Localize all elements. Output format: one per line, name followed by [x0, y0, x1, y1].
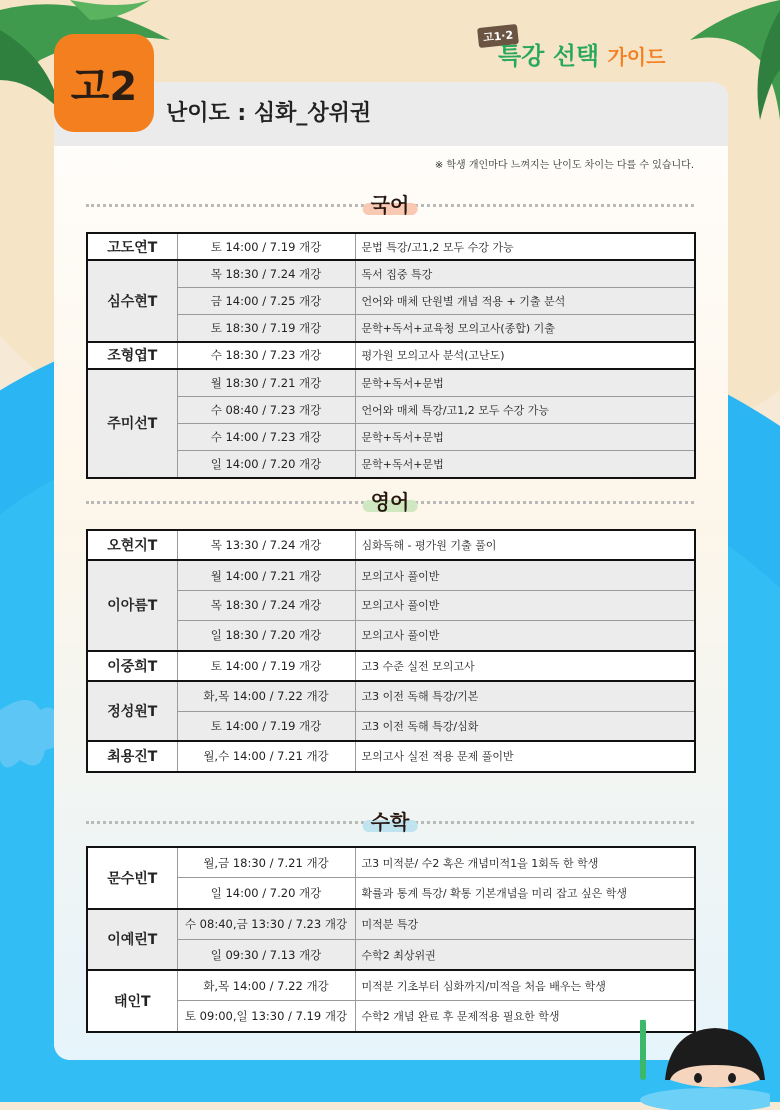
class-description: 평가원 모의고사 분석(고난도) [355, 342, 695, 369]
class-description: 고3 수준 실전 모의고사 [355, 651, 695, 681]
table-row [87, 741, 695, 771]
swimming-kid-icon [640, 1020, 770, 1110]
class-time: 토 14:00 / 7.19 개강 [177, 651, 355, 681]
section-header [86, 812, 694, 832]
table-row [87, 369, 695, 396]
class-description: 모의고사 풀이반 [355, 621, 695, 651]
teacher-name: 이아름T [87, 560, 177, 651]
class-description: 수학2 최상위권 [355, 939, 695, 970]
schedule-table [86, 529, 696, 773]
table-row [87, 651, 695, 681]
teacher-name: 태인T [87, 970, 177, 1032]
table-row [87, 909, 695, 940]
guide-title-main: 특강 선택 [498, 42, 600, 70]
section-header [86, 195, 694, 215]
table-row [87, 315, 695, 342]
teacher-name: 심수현T [87, 260, 177, 342]
class-time: 수 14:00 / 7.23 개강 [177, 423, 355, 450]
grade-badge: 고2 [54, 34, 154, 132]
class-description: 언어와 매체 단원별 개념 적용 + 기출 분석 [355, 287, 695, 314]
class-time: 목 18:30 / 7.24 개강 [177, 590, 355, 620]
section-header [86, 492, 694, 512]
teacher-name: 조형엽T [87, 342, 177, 369]
guide-title-text [498, 36, 665, 71]
class-time: 일 14:00 / 7.20 개강 [177, 451, 355, 478]
schedule-table [86, 846, 696, 1033]
table-row [87, 878, 695, 909]
class-description: 모의고사 풀이반 [355, 590, 695, 620]
class-description: 수학2 개념 완료 후 문제적용 필요한 학생 [355, 1001, 695, 1032]
class-description: 언어와 매체 특강/고1,2 모두 수강 가능 [355, 396, 695, 423]
class-description: 미적분 기초부터 심화까지/미적을 처음 배우는 학생 [355, 970, 695, 1001]
teacher-name: 주미선T [87, 369, 177, 478]
class-time: 목 18:30 / 7.24 개강 [177, 260, 355, 287]
table-row [87, 423, 695, 450]
guide-title [470, 20, 720, 80]
class-time: 토 14:00 / 7.19 개강 [177, 233, 355, 260]
class-time: 일 14:00 / 7.20 개강 [177, 878, 355, 909]
table-row [87, 560, 695, 590]
table-row [87, 970, 695, 1001]
class-description: 문학+독서+문법 [355, 369, 695, 396]
table-row [87, 681, 695, 711]
class-time: 수 18:30 / 7.23 개강 [177, 342, 355, 369]
section-title: 국어 [361, 189, 420, 218]
class-description: 문학+독서+문법 [355, 423, 695, 450]
class-time: 수 08:40,금 13:30 / 7.23 개강 [177, 909, 355, 940]
class-time: 토 09:00,일 13:30 / 7.19 개강 [177, 1001, 355, 1032]
teacher-name: 문수빈T [87, 847, 177, 909]
table-row [87, 342, 695, 369]
teacher-name: 정성원T [87, 681, 177, 741]
class-description: 모의고사 풀이반 [355, 560, 695, 590]
class-time: 토 14:00 / 7.19 개강 [177, 711, 355, 741]
table-row [87, 621, 695, 651]
table-row [87, 530, 695, 560]
table-row [87, 711, 695, 741]
table-row [87, 939, 695, 970]
guide-title-accent: 가이드 [607, 45, 666, 69]
class-time: 월,수 14:00 / 7.21 개강 [177, 741, 355, 771]
class-time: 목 13:30 / 7.24 개강 [177, 530, 355, 560]
teacher-name: 이예린T [87, 909, 177, 971]
card-header [54, 82, 728, 146]
teacher-name: 오현지T [87, 530, 177, 560]
class-description: 문학+독서+문법 [355, 451, 695, 478]
section-title: 영어 [361, 486, 420, 515]
table-row [87, 287, 695, 314]
teacher-name: 이중희T [87, 651, 177, 681]
level-title: 난이도 : 심화_상위권 [166, 101, 372, 126]
class-description: 모의고사 실전 적용 문제 풀이반 [355, 741, 695, 771]
teacher-name: 고도연T [87, 233, 177, 260]
class-description: 독서 집중 특강 [355, 260, 695, 287]
teacher-name: 최용진T [87, 741, 177, 771]
class-time: 월,금 18:30 / 7.21 개강 [177, 847, 355, 878]
class-time: 화,목 14:00 / 7.22 개강 [177, 681, 355, 711]
class-time: 월 18:30 / 7.21 개강 [177, 369, 355, 396]
class-description: 문법 특강/고1,2 모두 수강 가능 [355, 233, 695, 260]
notice-text: ※ 학생 개인마다 느껴지는 난이도 차이는 다를 수 있습니다. [434, 160, 694, 171]
class-description: 확률과 통계 특강/ 확통 기본개념을 미리 잡고 싶은 학생 [355, 878, 695, 909]
class-time: 화,목 14:00 / 7.22 개강 [177, 970, 355, 1001]
table-row [87, 396, 695, 423]
table-row [87, 1001, 695, 1032]
section-title: 수학 [361, 806, 420, 835]
class-time: 월 14:00 / 7.21 개강 [177, 560, 355, 590]
schedule-table [86, 232, 696, 479]
class-time: 일 09:30 / 7.13 개강 [177, 939, 355, 970]
class-description: 미적분 특강 [355, 909, 695, 940]
class-description: 문학+독서+교육청 모의고사(종합) 기출 [355, 315, 695, 342]
guide-tag: 고1·2 [477, 24, 519, 48]
class-time: 수 08:40 / 7.23 개강 [177, 396, 355, 423]
table-row [87, 451, 695, 478]
class-description: 고3 이전 독해 특강/기본 [355, 681, 695, 711]
table-row [87, 233, 695, 260]
class-description: 고3 이전 독해 특강/심화 [355, 711, 695, 741]
class-time: 토 18:30 / 7.19 개강 [177, 315, 355, 342]
class-time: 일 18:30 / 7.20 개강 [177, 621, 355, 651]
table-row [87, 847, 695, 878]
class-description: 고3 미적분/ 수2 혹은 개념미적1을 1회독 한 학생 [355, 847, 695, 878]
class-description: 심화독해 - 평가원 기출 풀이 [355, 530, 695, 560]
table-row [87, 260, 695, 287]
table-row [87, 590, 695, 620]
class-time: 금 14:00 / 7.25 개강 [177, 287, 355, 314]
